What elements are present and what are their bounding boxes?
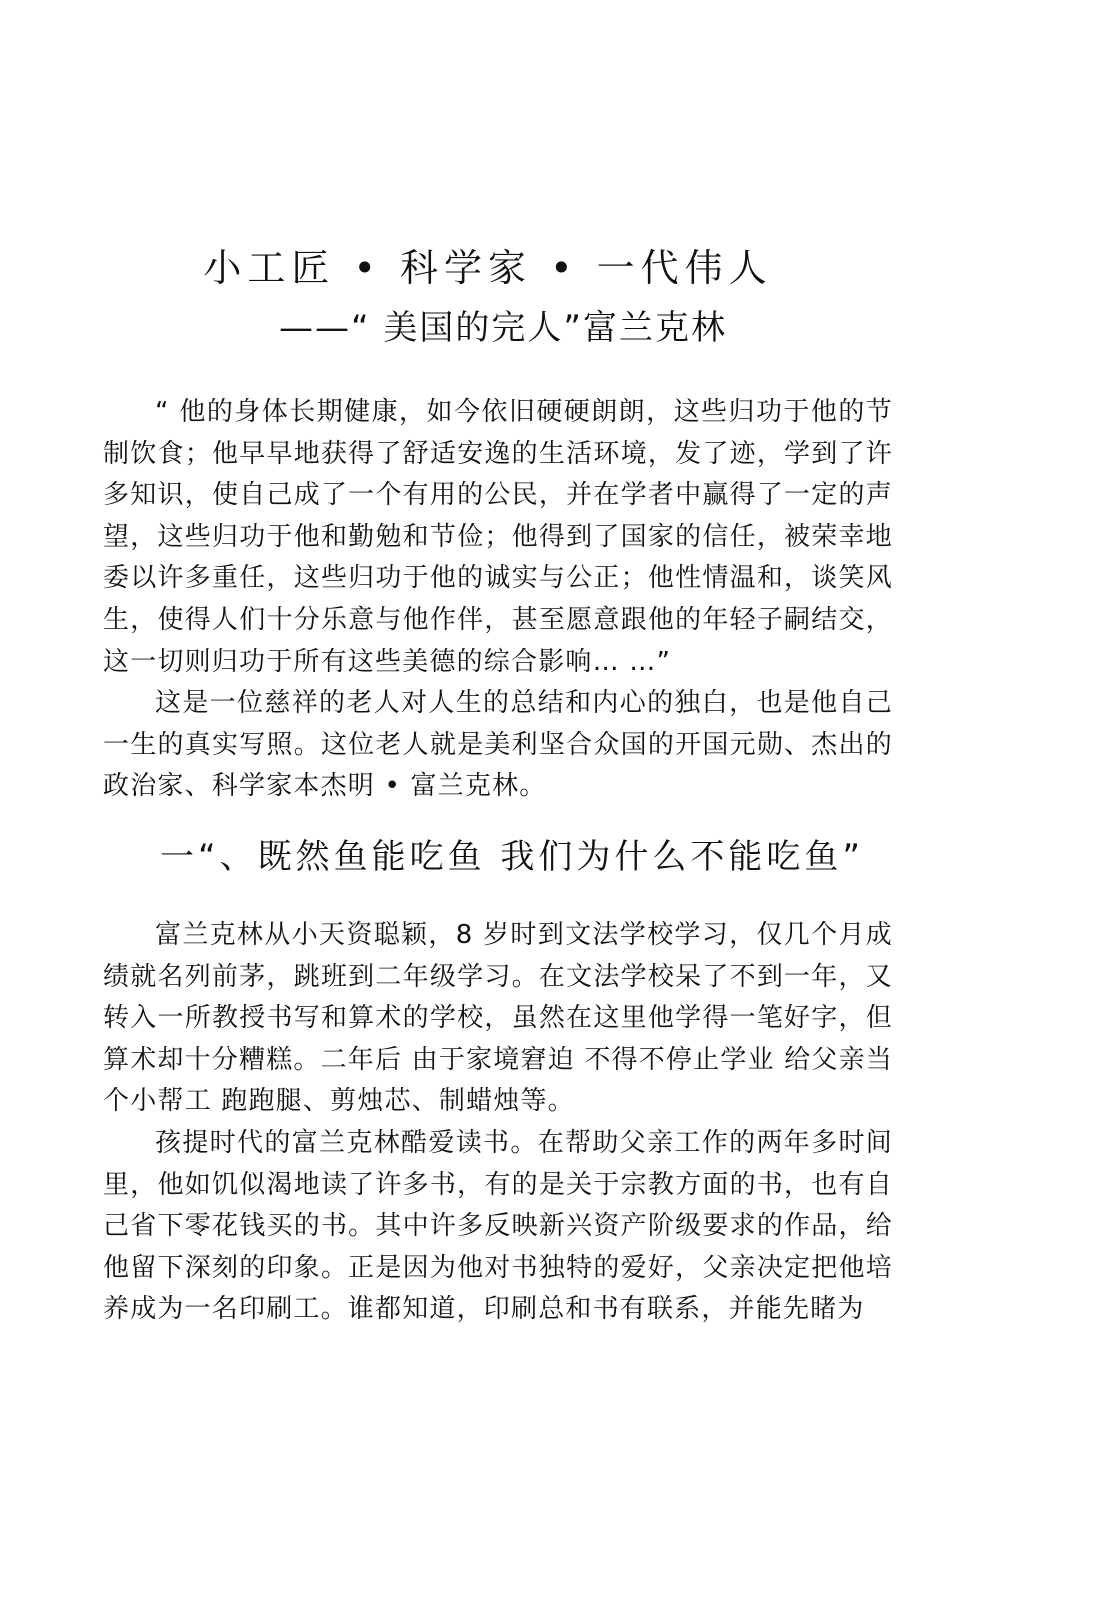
intro-summary-paragraph: 这是一位慈祥的老人对人生的总结和内心的独白，也是他自己一生的真实写照。这位老人就是美利坚合众国的开国元勋、杰出的政治家、科学家本杰明 • 富兰克林。 [103, 688, 893, 802]
intro-text [103, 392, 893, 808]
page-title: 小工匠 • 科学家 • 一代伟人 [203, 246, 773, 290]
section-paragraph: 孩提时代的富兰克林酷爱读书。在帮助父亲工作的两年多时间里，他如饥似渴地读了许多书，有的是关于宗教方面的书，也有自己省下零花钱买的书。其中许多反映新兴资产阶级要求的作品，给他留下深刻的印象。正是因为他对书独特的爱好，父亲决定把他培养成为一名印刷工。谁都知道，印刷总和书有联系，并能先睹为 [103, 1127, 893, 1325]
section-text [103, 915, 893, 1331]
section-paragraph: 富兰克林从小天资聪颖，8 岁时到文法学校学习，仅几个月成绩就名列前茅，跳班到二年级学习。在文法学校呆了不到一年，又转入一所教授书写和算术的学校，虽然在这里他学得一笔好字，但算术却十分糟糕。二年后 由于家境窘迫 不得不停止学业 给父亲当个小帮工 跑跑腿、剪烛芯、制蜡烛等。 [103, 920, 893, 1117]
intro-quote-paragraph: “ 他的身体长期健康，如今依旧硬硬朗朗，这些归功于他的节制饮食；他早早地获得了舒适安逸的生活环境，发了迹，学到了许多知识，使自己成了一个有用的公民，并在学者中赢得了一定的声望，这些归功于他和勤勉和节俭；他得到了国家的信任，被荣幸地委以许多重任，这些归功于他的诚实与公正；他性情温和，谈笑风生，使得人们十分乐意与他作伴，甚至愿意跟他的年轻子嗣结交，这一切则归功于所有这些美德的综合影响… …” [103, 397, 893, 677]
page-subtitle: ——“ 美国的完人”富兰克林 [278, 308, 728, 348]
section-heading: 一“、既然鱼能吃鱼 我们为什么不能吃鱼” [160, 837, 865, 877]
title-block [0, 240, 1106, 356]
